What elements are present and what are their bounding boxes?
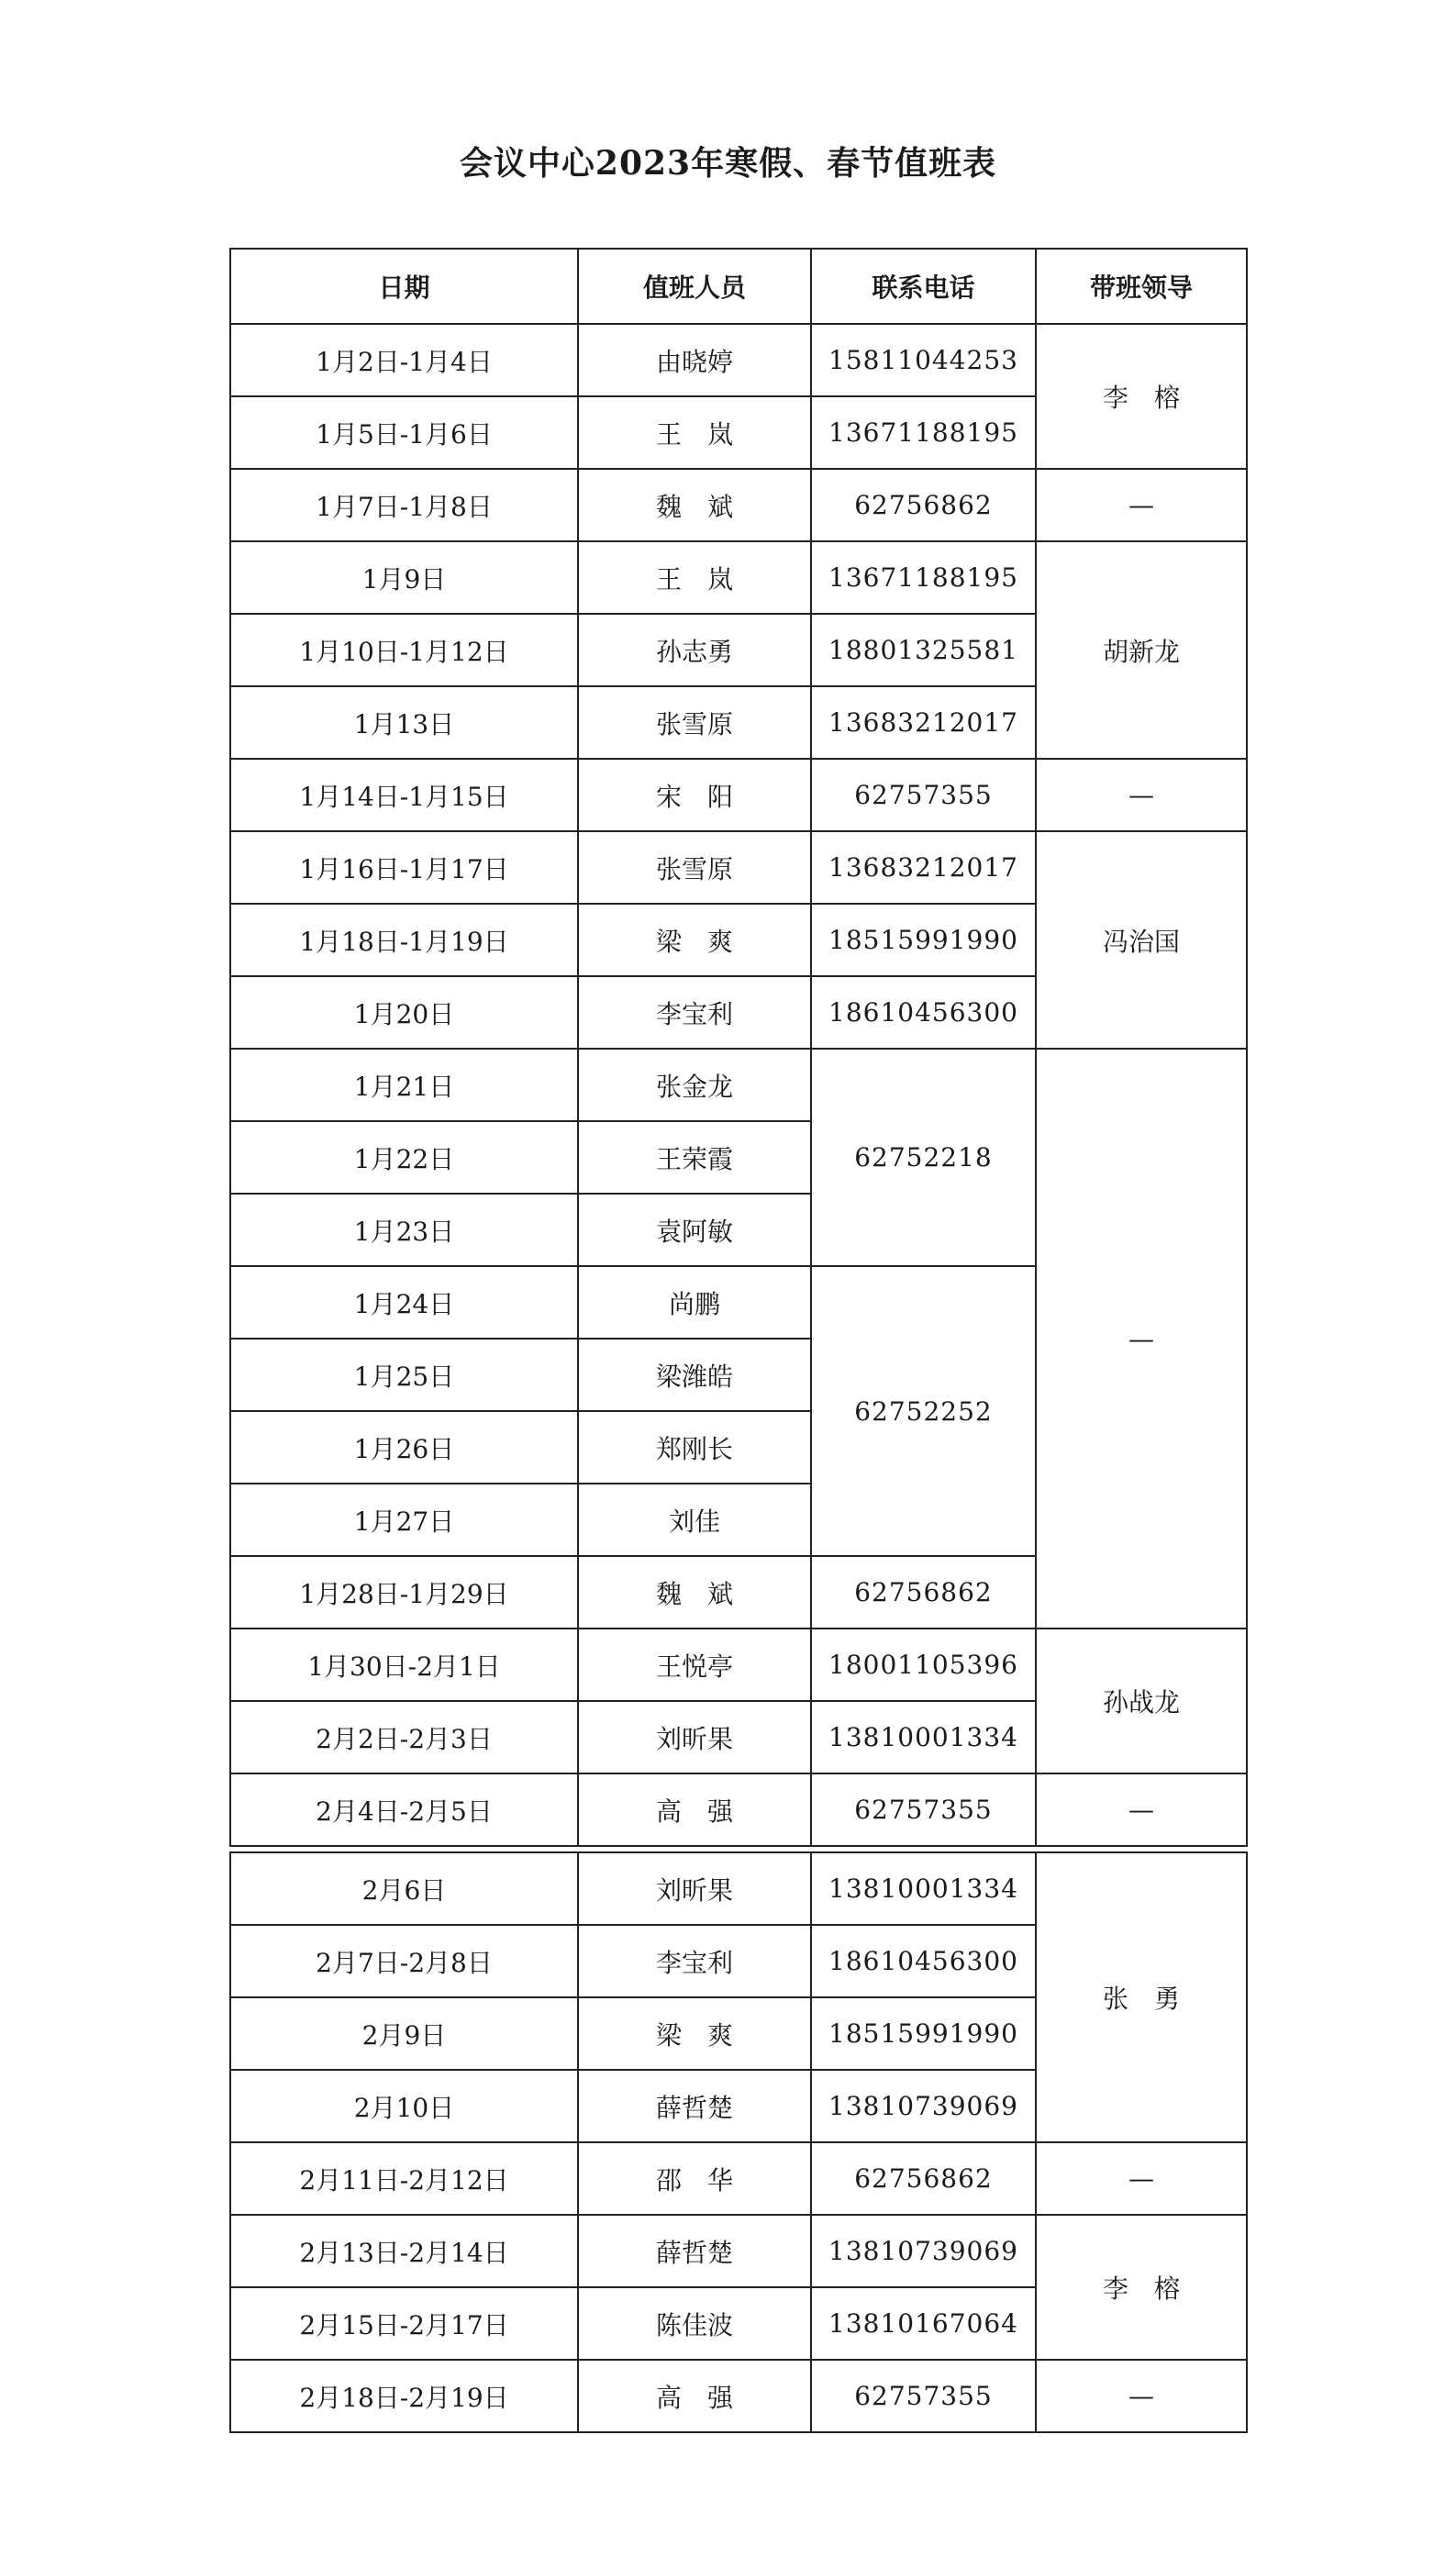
cell-staff: 梁潍皓 xyxy=(578,1339,811,1411)
cell-date: 1月7日-1月8日 xyxy=(230,469,578,541)
cell-phone: 62752252 xyxy=(811,1266,1036,1556)
cell-staff: 袁阿敏 xyxy=(578,1194,811,1266)
duty-table-part-1 xyxy=(229,248,1248,1847)
cell-staff: 高 强 xyxy=(578,1773,811,1846)
table-row xyxy=(230,324,1247,396)
cell-leader: 李 榕 xyxy=(1036,324,1247,469)
cell-phone: 62756862 xyxy=(811,2142,1036,2215)
cell-phone: 62752218 xyxy=(811,1049,1036,1266)
cell-staff: 王悦亭 xyxy=(578,1629,811,1701)
cell-staff: 王 岚 xyxy=(578,396,811,469)
cell-date: 1月23日 xyxy=(230,1194,578,1266)
cell-date: 1月21日 xyxy=(230,1049,578,1121)
header-row xyxy=(230,249,1247,324)
cell-staff: 张金龙 xyxy=(578,1049,811,1121)
cell-phone: 13810001334 xyxy=(811,1852,1036,1925)
cell-date: 2月6日 xyxy=(230,1852,578,1925)
cell-leader: — xyxy=(1036,469,1247,541)
table-row xyxy=(230,2215,1247,2287)
cell-staff: 梁 爽 xyxy=(578,904,811,976)
cell-date: 1月28日-1月29日 xyxy=(230,1556,578,1629)
cell-phone: 13671188195 xyxy=(811,541,1036,614)
cell-phone: 15811044253 xyxy=(811,324,1036,396)
cell-phone: 62757355 xyxy=(811,1773,1036,1846)
header-phone: 联系电话 xyxy=(811,249,1036,324)
table-row xyxy=(230,541,1247,614)
cell-staff: 王荣霞 xyxy=(578,1121,811,1194)
cell-leader: 孙战龙 xyxy=(1036,1629,1247,1773)
cell-phone: 13810001334 xyxy=(811,1701,1036,1773)
cell-date: 1月26日 xyxy=(230,1411,578,1484)
cell-staff: 陈佳波 xyxy=(578,2287,811,2360)
cell-leader: 张 勇 xyxy=(1036,1852,1247,2142)
cell-date: 2月7日-2月8日 xyxy=(230,1925,578,1997)
cell-date: 2月9日 xyxy=(230,1997,578,2070)
cell-staff: 刘佳 xyxy=(578,1484,811,1556)
cell-date: 2月13日-2月14日 xyxy=(230,2215,578,2287)
cell-staff: 王 岚 xyxy=(578,541,811,614)
cell-staff: 高 强 xyxy=(578,2360,811,2432)
cell-date: 2月11日-2月12日 xyxy=(230,2142,578,2215)
table-row xyxy=(230,759,1247,831)
cell-date: 2月15日-2月17日 xyxy=(230,2287,578,2360)
cell-date: 1月22日 xyxy=(230,1121,578,1194)
cell-date: 1月24日 xyxy=(230,1266,578,1339)
cell-phone: 62756862 xyxy=(811,469,1036,541)
cell-staff: 刘昕果 xyxy=(578,1701,811,1773)
header-staff: 值班人员 xyxy=(578,249,811,324)
cell-staff: 薛哲楚 xyxy=(578,2215,811,2287)
cell-date: 2月4日-2月5日 xyxy=(230,1773,578,1846)
table-row xyxy=(230,1049,1247,1121)
cell-date: 1月2日-1月4日 xyxy=(230,324,578,396)
cell-phone: 18001105396 xyxy=(811,1629,1036,1701)
cell-date: 1月13日 xyxy=(230,686,578,759)
cell-staff: 李宝利 xyxy=(578,976,811,1049)
cell-leader: — xyxy=(1036,2142,1247,2215)
table-row xyxy=(230,2142,1247,2215)
cell-date: 2月18日-2月19日 xyxy=(230,2360,578,2432)
cell-phone: 13810739069 xyxy=(811,2215,1036,2287)
cell-leader: 李 榕 xyxy=(1036,2215,1247,2360)
cell-leader: 胡新龙 xyxy=(1036,541,1247,759)
header-date: 日期 xyxy=(230,249,578,324)
cell-date: 1月18日-1月19日 xyxy=(230,904,578,976)
table-row xyxy=(230,1852,1247,1925)
cell-date: 1月20日 xyxy=(230,976,578,1049)
cell-staff: 薛哲楚 xyxy=(578,2070,811,2142)
cell-date: 2月2日-2月3日 xyxy=(230,1701,578,1773)
cell-date: 1月25日 xyxy=(230,1339,578,1411)
cell-staff: 由晓婷 xyxy=(578,324,811,396)
cell-staff: 魏 斌 xyxy=(578,469,811,541)
cell-staff: 张雪原 xyxy=(578,831,811,904)
table-row xyxy=(230,2360,1247,2432)
duty-table-part-2 xyxy=(229,1851,1248,2433)
cell-phone: 62756862 xyxy=(811,1556,1036,1629)
cell-phone: 62757355 xyxy=(811,759,1036,831)
cell-staff: 魏 斌 xyxy=(578,1556,811,1629)
cell-leader: — xyxy=(1036,1773,1247,1846)
cell-date: 1月14日-1月15日 xyxy=(230,759,578,831)
cell-leader: 冯治国 xyxy=(1036,831,1247,1049)
cell-staff: 李宝利 xyxy=(578,1925,811,1997)
table-row xyxy=(230,469,1247,541)
cell-phone: 13810739069 xyxy=(811,2070,1036,2142)
cell-date: 1月16日-1月17日 xyxy=(230,831,578,904)
cell-phone: 62757355 xyxy=(811,2360,1036,2432)
cell-phone: 13671188195 xyxy=(811,396,1036,469)
cell-date: 1月5日-1月6日 xyxy=(230,396,578,469)
header-leader: 带班领导 xyxy=(1036,249,1247,324)
table-row xyxy=(230,1773,1247,1846)
cell-staff: 刘昕果 xyxy=(578,1852,811,1925)
cell-date: 1月9日 xyxy=(230,541,578,614)
cell-date: 1月27日 xyxy=(230,1484,578,1556)
cell-phone: 18515991990 xyxy=(811,904,1036,976)
cell-staff: 尚鹏 xyxy=(578,1266,811,1339)
cell-phone: 13683212017 xyxy=(811,686,1036,759)
cell-leader: — xyxy=(1036,2360,1247,2432)
cell-date: 2月10日 xyxy=(230,2070,578,2142)
cell-phone: 18610456300 xyxy=(811,976,1036,1049)
cell-date: 1月30日-2月1日 xyxy=(230,1629,578,1701)
page-title: 会议中心2023年寒假、春节值班表 xyxy=(459,144,997,183)
cell-staff: 梁 爽 xyxy=(578,1997,811,2070)
cell-staff: 宋 阳 xyxy=(578,759,811,831)
cell-phone: 13683212017 xyxy=(811,831,1036,904)
cell-staff: 孙志勇 xyxy=(578,614,811,686)
cell-date: 1月10日-1月12日 xyxy=(230,614,578,686)
cell-leader: — xyxy=(1036,759,1247,831)
cell-phone: 13810167064 xyxy=(811,2287,1036,2360)
cell-phone: 18610456300 xyxy=(811,1925,1036,1997)
cell-staff: 郑刚长 xyxy=(578,1411,811,1484)
cell-phone: 18801325581 xyxy=(811,614,1036,686)
table-row xyxy=(230,1629,1247,1701)
cell-staff: 张雪原 xyxy=(578,686,811,759)
table-row xyxy=(230,831,1247,904)
cell-staff: 邵 华 xyxy=(578,2142,811,2215)
cell-phone: 18515991990 xyxy=(811,1997,1036,2070)
cell-leader: — xyxy=(1036,1049,1247,1629)
